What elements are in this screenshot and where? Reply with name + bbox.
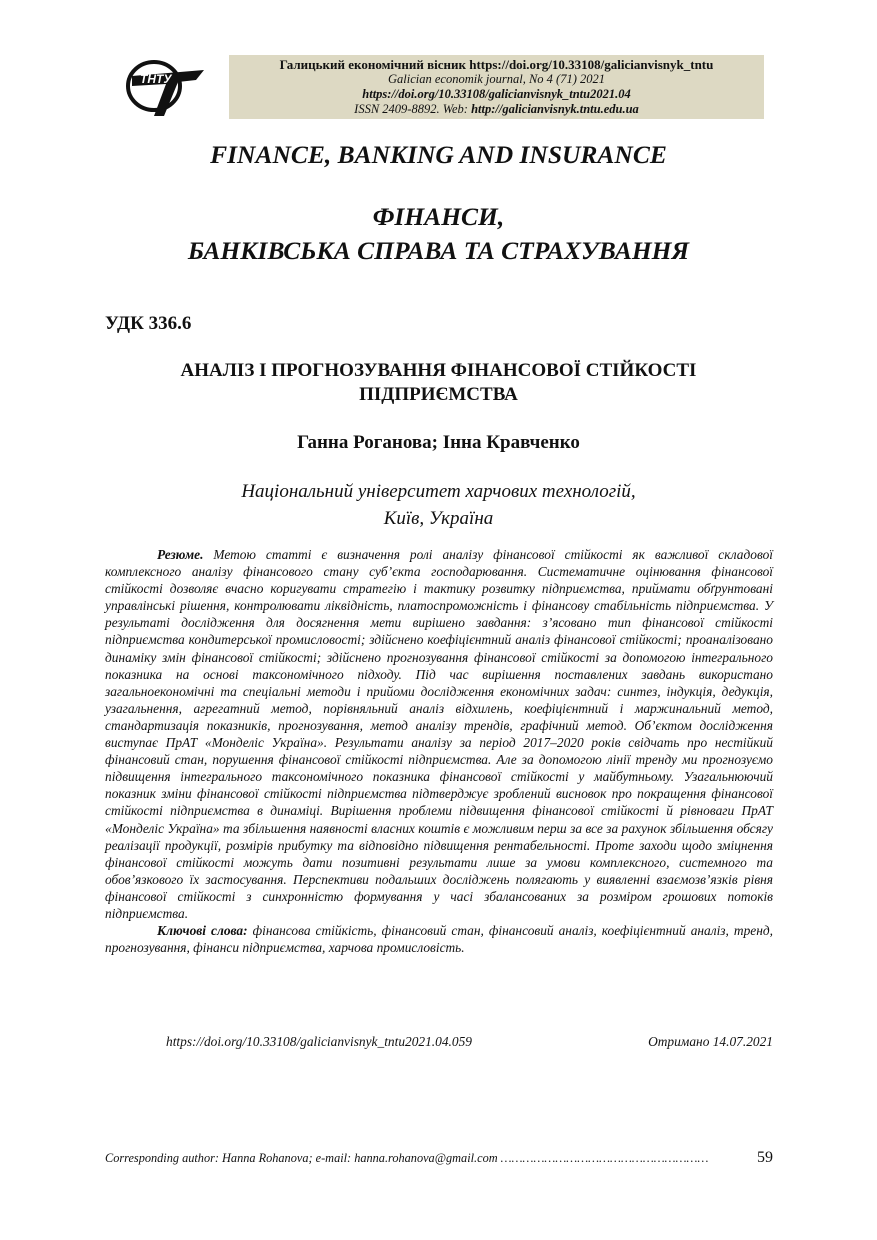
svg-text:ТНТУ: ТНТУ <box>140 72 172 86</box>
section-title-english: FINANCE, BANKING AND INSURANCE <box>210 140 667 169</box>
article-doi[interactable]: https://doi.org/10.33108/galicianvisnyk_tntu2021.04.059 <box>166 1034 472 1049</box>
keywords-label: Ключові слова: <box>157 923 248 939</box>
abstract-paragraph <box>105 546 773 922</box>
abstract-label: Резюме. <box>157 547 204 562</box>
abstract-text: Метою статті є визначення ролі аналізу фінансової стійкості як важливої складової комплексного аналізу фінансового стану суб’єкта господарювання. Систематичне оцінювання фінансової стійкості дозволяє вчасно коригувати стратегію і тактику розвитку підприємства, приймати обґрунтовані управлінські рішення, контролювати ліквідність, платоспроможність і фінансову стабільність підприємства. У результаті дослідження для досягнення мети вирішено завдання: з’ясовано тип фінансової стійкості підприємства кондитерської промисловості; здійснено коефіцієнтний аналіз фінансової стійкості; проаналізовано динаміку змін фінансової стійкості; здійснено прогнозування фінансової стійкості за допомогою інтегрального показника на основі таксономічного підходу. Під час вирішення поставлених завдань використано загальноекономічні та спеціальні методи і прийоми дослідження економічних задач: синтез, індукція, дедукція, узагальнення, агрегатний метод, порівняльний аналіз відхилень, коефіцієнтний і маржинальний метод, стандартизація показників, прогнозування, метод аналізу трендів, графічний метод. Об’єктом дослідження виступає ПрАТ «Монделіс Україна». Результати аналізу за період 2017–2020 років свідчать про нестійкий фінансовий стан, порушення фінансової стійкості підприємства. Але за допомогою лінії тренду ми прогнозуємо підвищення інтегрального таксономічного показника фінансової стійкості у майбутньому. Узагальнюючий показник зміни фінансової стійкості підприємства підтверджує зроблений висновок про покращення фінансової стійкості підприємства в динаміці. Вирішення проблеми підвищення фінансової стійкості й рівноваги ПрАТ «Монделіс Україна» та збільшення наявності власних коштів є можливим перш за все за рахунок збільшення обсягу реалізації продукції, розмірів прибутку та відповідно підвищення рентабельності. Проте заходи щодо зміцнення фінансової стійкості можуть дати позитивні результати лише за умови комплексного, системного та обов’язкового їх застосування. Перспективи подальших досліджень полягають у виявленні взаємозв’язків рівня фінансової стійкості з синхронністю формування у часі збалансованих за розміром грошових потоків підприємства. <box>105 547 773 921</box>
keywords-text: фінансова стійкість, фінансовий стан, фінансовий аналіз, коефіцієнтний аналіз, тренд, прогнозування, фінанси підприємства, харчова промисловість. <box>105 923 773 956</box>
keywords-paragraph <box>105 922 773 956</box>
page-number: 59 <box>757 1149 773 1166</box>
journal-name-en: Galician economik journal, No 4 (71) 2021 <box>388 72 605 86</box>
udc-code: УДК 336.6 <box>105 313 192 334</box>
footer-dots: ………………………………………………… <box>500 1151 709 1165</box>
journal-name-ua: Галицький економічний вісник https://doi.org/10.33108/galicianvisnyk_tntu <box>279 57 714 72</box>
received-date: Отримано 14.07.2021 <box>648 1034 773 1049</box>
authors: Ганна Роганова; Інна Кравченко <box>297 432 580 453</box>
issue-doi: https://doi.org/10.33108/galicianvisnyk_tntu2021.04 <box>362 87 631 101</box>
website-link[interactable]: http://galicianvisnyk.tntu.edu.ua <box>471 102 639 116</box>
tntu-logo-icon <box>126 58 208 120</box>
affiliation: Національний університет харчових технологій, Київ, Україна <box>241 481 636 529</box>
corresponding-author-footer: Corresponding author: Hanna Rohanova; e-mail: hanna.rohanova@gmail.com ………………………………………………… <box>105 1151 709 1165</box>
section-title-ukrainian: ФІНАНСИ, БАНКІВСЬКА СПРАВА ТА СТРАХУВАННЯ <box>187 202 690 265</box>
journal-logo <box>126 58 208 120</box>
paper-title: АНАЛІЗ І ПРОГНОЗУВАННЯ ФІНАНСОВОЇ СТІЙКОСТІ ПІДПРИЄМСТВА <box>180 360 697 405</box>
journal-header-box <box>229 55 764 119</box>
abstract <box>105 546 773 956</box>
issn-line: ISSN 2409-8892. Web: http://galicianvisnyk.tntu.edu.ua <box>354 102 639 116</box>
